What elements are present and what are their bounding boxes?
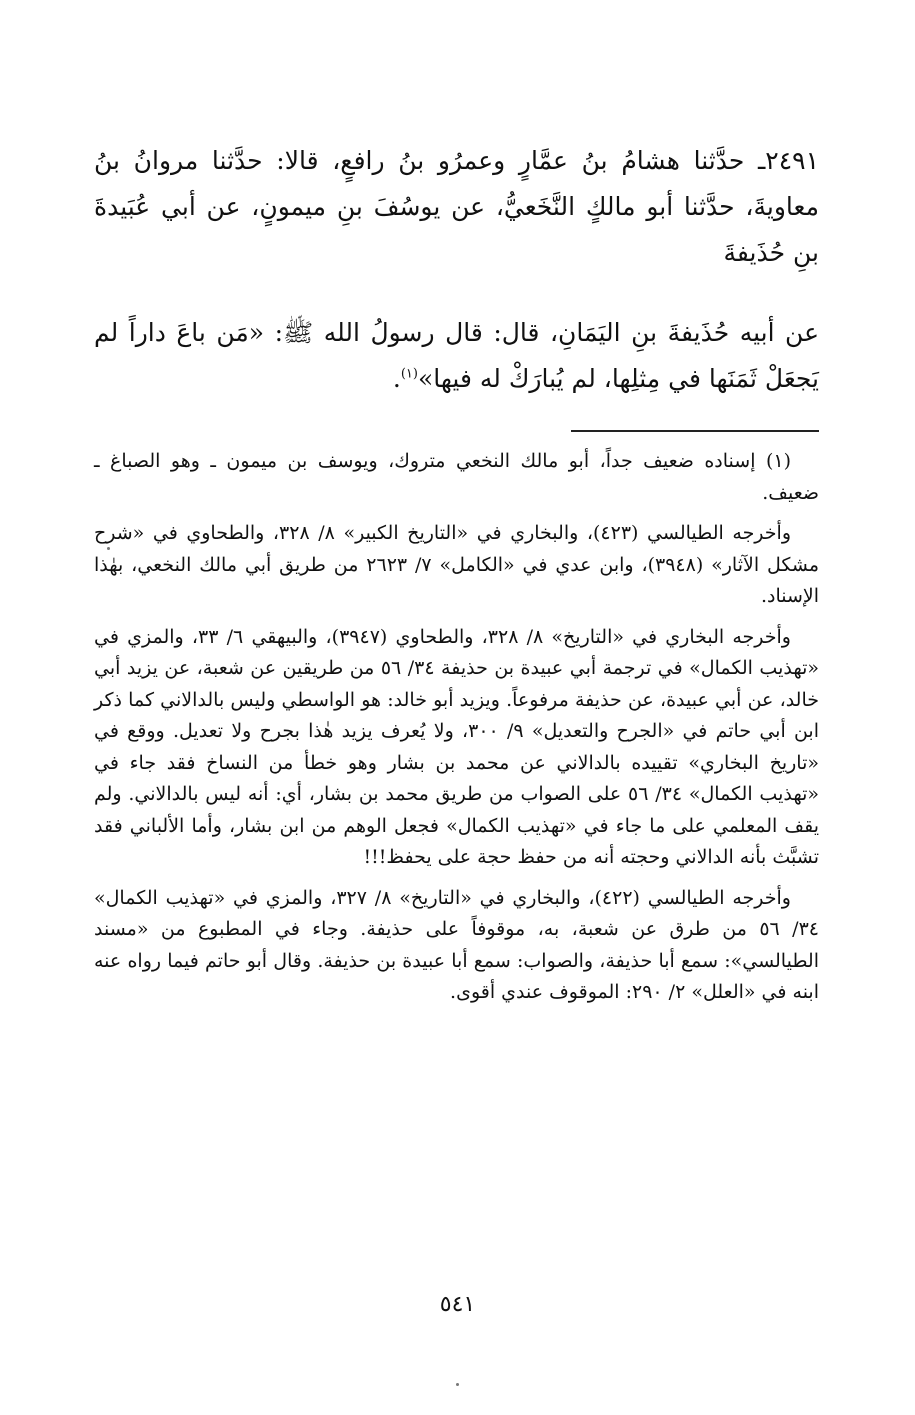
footnote-reference: (١) (400, 366, 418, 382)
footnotes (94, 446, 819, 1009)
hadith-matn-end: . (392, 364, 401, 393)
footnote-takhrij-2: وأخرجه البخاري في «التاريخ» ٨/ ٣٢٨، والطحاوي (٣٩٤٧)، والبيهقي ٦/ ٣٣، والمزي في «تهذيب الكمال» في ترجمة أبي عبيدة بن حذيفة ٣٤/ ٥٦ من طريقين عن شعبة، عن يزيد أبي خالد، عن أبي عبيدة، عن حذيفة مرفوعاً. ويزيد أبو خالد: هو الواسطي وليس بالدالاني كما ذكر ابن أبي حاتم في «الجرح والتعديل» ٩/ ٣٠٠، ولا يُعرف يزيد هٰذا بجرح ولا تعديل. ووقع في «تاريخ البخاري» تقييده بالدالاني عن محمد بن بشار وهو خطأ من النساخ فقد جاء في «تهذيب الكمال» ٣٤/ ٥٦ على الصواب من طريق محمد بن بشار، أي: أنه ليس بالدالاني. ولم يقف المعلمي على ما جاء في «تهذيب الكمال» فجعل الوهم من ابن بشار، وأما الألباني فقد تشبَّث بأنه الدالاني وحجته أنه من حفظ حجة على يحفظ!!! (94, 625, 819, 868)
scan-speck (456, 1383, 459, 1386)
footnote-takhrij-3: وأخرجه الطيالسي (٤٢٢)، والبخاري في «التاريخ» ٨/ ٣٢٧، والمزي في «تهذيب الكمال» ٣٤/ ٥٦ من طرق عن شعبة، به، موقوفاً على حذيفة. وجاء في المطبوع من «مسند الطيالسي»: سمع أبا حذيفة، والصواب: سمع أبا عبيدة بن حذيفة. وقال أبو حاتم فيما رواه عنه ابنه في «العلل» ٢/ ٢٩٠: الموقوف عندي أقوى. (94, 886, 819, 1003)
footnote-1: (١) إسناده ضعيف جداً، أبو مالك النخعي متروك، ويوسف بن ميمون ـ وهو الصباغ ـ ضعيف. (94, 450, 819, 504)
hadith-matn (94, 310, 819, 402)
page-number: ٥٤١ (439, 1292, 476, 1317)
footnote-takhrij-1: وأخرجه الطيالسي (٤٢٣)، والبخاري في «التاريخ الكبير» ٨/ ٣٢٨، والطحاوي في «شرح مشكل الآثار» (٣٩٤٨)، وابن عدي في «الكامل» ٧/ ٢٦٢٣ من طريق أبي مالك النخعي، بهٰذا الإسناد. (94, 522, 820, 607)
footnote-divider (571, 430, 819, 432)
hadith-isnad: ٢٤٩١ـ حدَّثنا هشامُ بنُ عمَّارٍ وعمرُو بنُ رافعٍ، قالا: حدَّثنا مروانُ بنُ معاويةَ، حدَّثنا أبو مالكٍ النَّخَعيُّ، عن يوسُفَ بنِ ميمونٍ، عن أبي عُبَيدةَ بنِ حُذَيفةَ (94, 146, 819, 267)
hadith-matn-text: عن أبيه حُذَيفةَ بنِ اليَمَانِ، قال: قال رسولُ الله ﷺ: «مَن باعَ داراً لم يَجعَلْ ثَمَنَها في مِثلِها، لم يُبارَكْ له فيها» (94, 318, 819, 393)
scan-speck (107, 547, 110, 550)
